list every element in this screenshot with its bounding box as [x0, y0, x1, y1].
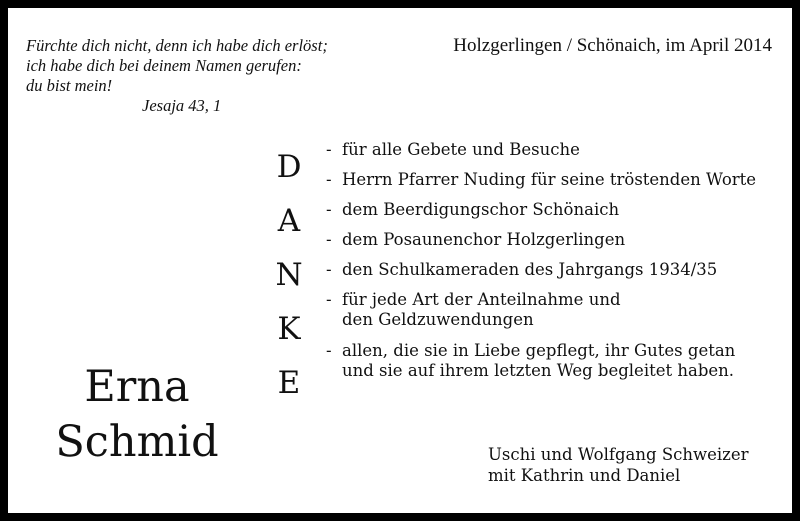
- verse-line-2: ich habe dich bei deinem Namen gerufen:: [26, 56, 302, 75]
- thanks-dash: -: [326, 341, 332, 360]
- thanks-list: [326, 140, 776, 381]
- thanks-item: [326, 290, 776, 341]
- thanks-item: [326, 341, 776, 381]
- signature-line-2: mit Kathrin und Daniel: [488, 466, 681, 485]
- thanks-dash: -: [326, 200, 332, 219]
- place-and-date: Holzgerlingen / Schönaich, im April 2014: [453, 35, 772, 56]
- danke-letter-k: K: [277, 311, 301, 347]
- thanks-item: [326, 260, 776, 290]
- thanks-text: dem Posaunenchor Holzgerlingen: [342, 230, 626, 249]
- thanks-dash: -: [326, 290, 332, 309]
- danke-letter-d: D: [276, 149, 302, 185]
- thanks-item: [326, 170, 776, 200]
- danke-vertical: [272, 140, 306, 410]
- thanks-text: dem Beerdigungschor Schönaich: [342, 200, 620, 219]
- bible-verse: [26, 36, 328, 116]
- signature-line-1: Uschi und Wolfgang Schweizer: [488, 445, 749, 464]
- thanks-item: [326, 140, 776, 170]
- notice-card: [8, 8, 792, 513]
- danke-letter-n: N: [275, 257, 303, 293]
- thanks-dash: -: [326, 230, 332, 249]
- thanks-item: [326, 200, 776, 230]
- thanks-dash: -: [326, 260, 332, 279]
- thanks-text: allen, die sie in Liebe gepflegt, ihr Gutes getan und sie auf ihrem letzten Weg begleitet haben.: [342, 341, 736, 380]
- danke-letter-a: A: [277, 203, 301, 239]
- thanks-item: [326, 230, 776, 260]
- signature: [488, 444, 749, 486]
- deceased-name: [32, 360, 242, 470]
- verse-line-3: du bist mein!: [26, 76, 113, 95]
- thanks-text: für alle Gebete und Besuche: [342, 140, 580, 159]
- thanks-dash: -: [326, 140, 332, 159]
- thanks-text: den Schulkameraden des Jahrgangs 1934/35: [342, 260, 718, 279]
- danke-letter-e: E: [277, 365, 301, 401]
- verse-line-1: Fürchte dich nicht, denn ich habe dich erlöst;: [26, 36, 328, 55]
- thanks-text: für jede Art der Anteilnahme und den Geldzuwendungen: [342, 290, 621, 329]
- deceased-first-name: Erna: [84, 362, 190, 412]
- deceased-last-name: Schmid: [55, 417, 219, 467]
- verse-reference: Jesaja 43, 1: [142, 96, 222, 115]
- thanks-dash: -: [326, 170, 332, 189]
- thanks-text: Herrn Pfarrer Nuding für seine tröstenden Worte: [342, 170, 757, 189]
